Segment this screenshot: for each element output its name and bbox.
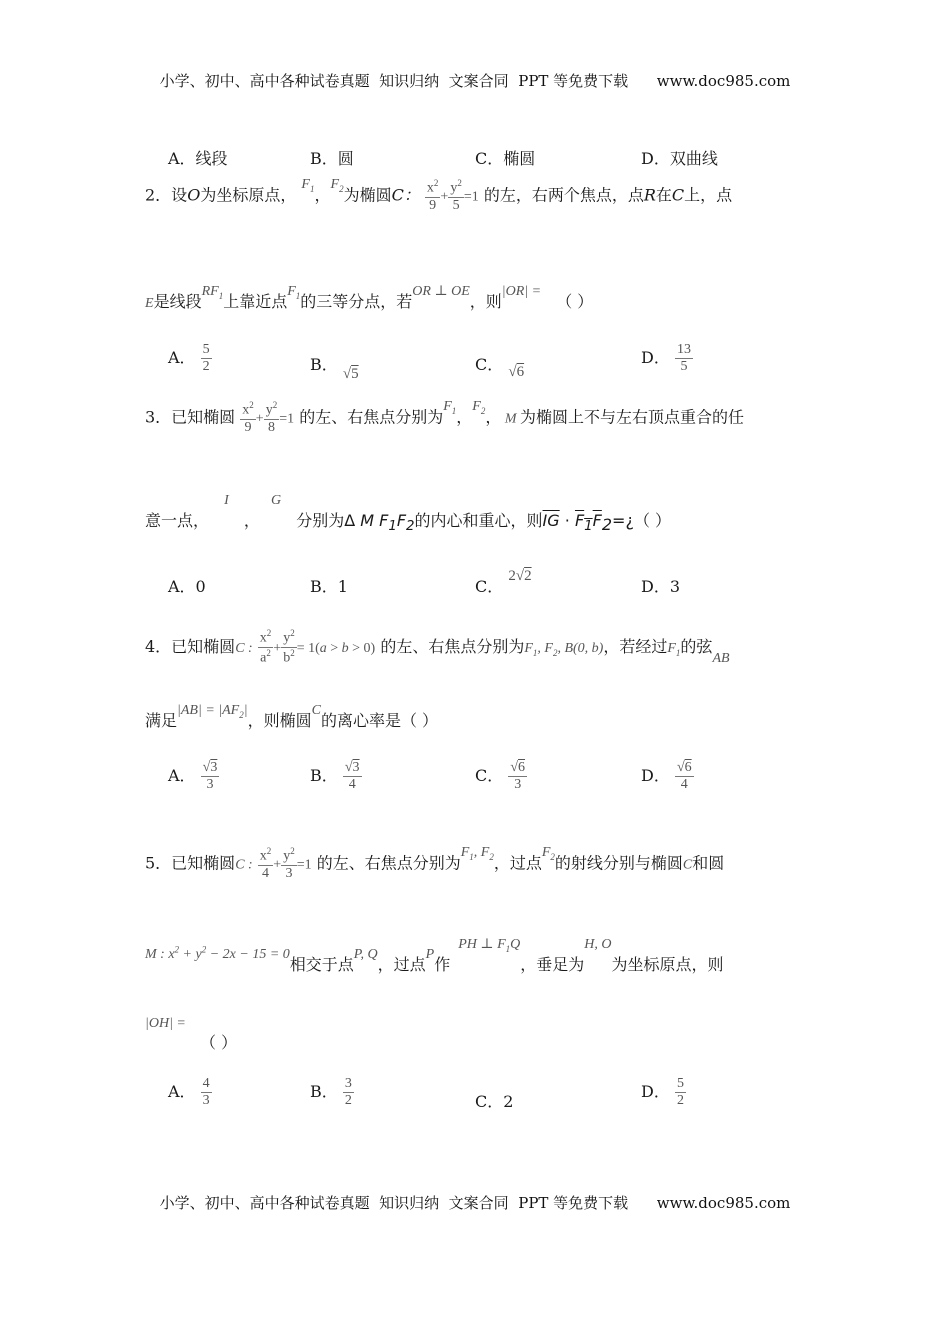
question-4-line-2: 满足$|AB| = |AF_2|$，则椭圆C的离心率是（ ） bbox=[145, 703, 439, 730]
q3-option-b: B．1 bbox=[310, 577, 348, 596]
question-2-line-2: E是线段$RF_1$上靠近点$F_1$的三等分点，若OR ⊥ OE，则|OR| = （ ） bbox=[145, 284, 594, 311]
q3-option-a: A．0 bbox=[168, 577, 206, 596]
q5-option-c: C．2 bbox=[475, 1092, 514, 1111]
question-2-line-1: 2．设O为坐标原点， $F_1$，$F_2$为椭圆C： $\frac{x^2}{9}$ + $\frac{y^2}{5}$ =1 的左，右两个焦点，点R在C上，点 bbox=[145, 177, 733, 213]
q4-option-b: B． $\frac{√3}{4}$ bbox=[310, 760, 360, 793]
q5-option-a: A． $\frac{4}{3}$ bbox=[168, 1076, 210, 1109]
ellipse-eq-2-x: $\frac{x^2}{9}$ bbox=[426, 178, 439, 213]
question-3-line-2: 意一点， I ， G 分别为Δ M $F_1F_2$的内心和重心，则$\overline{IG}$ · $F_1F_2=¿$（ ） bbox=[145, 493, 672, 535]
q2-option-a: A． $\frac{5}{2}$ bbox=[168, 342, 210, 375]
q4-option-a: A． $\frac{√3}{3}$ bbox=[168, 760, 218, 793]
q1-option-c: C．椭圆 bbox=[475, 149, 536, 168]
page-footer: 小学、初中、高中各种试卷真题 知识归纳 文案合同 PPT 等免费下载 www.doc985.com bbox=[159, 1194, 791, 1212]
q2-option-c: C． √6 bbox=[475, 355, 525, 380]
question-3-line-1: 3．已知椭圆 $\frac{x^2}{9}$ + $\frac{y^2}{8}$ =1 的左、右焦点分别为$F_1$，$F_2$， M 为椭圆上不与左右顶点重合的任 bbox=[145, 399, 745, 435]
question-5-line-2: M : $x^2 + y^2 - 2x - 15 = 0$相交于点P, Q，过点P作PH ⊥ $F_1Q$，垂足为H, O为坐标原点，则 bbox=[145, 937, 724, 974]
q3-option-d: D．3 bbox=[641, 577, 681, 596]
q5-option-d: D． $\frac{5}{2}$ bbox=[641, 1076, 684, 1109]
q4-option-c: C． $\frac{√6}{3}$ bbox=[475, 760, 526, 793]
question-5-line-3: |OH| = bbox=[145, 1016, 186, 1031]
q3-option-c: C． 2√2 bbox=[475, 568, 532, 596]
question-4-line-1: 4．已知椭圆C : $\frac{x^2}{a^2}$ + $\frac{y^2}{b^2}$ = 1(a > b > 0) 的左、右焦点分别为$F_1$, $F_2$, B(0, b)，若经过$F_1$的弦AB bbox=[145, 628, 730, 666]
q4-option-d: D． $\frac{√6}{4}$ bbox=[641, 760, 692, 793]
question-5-paren: （ ） bbox=[200, 1033, 238, 1052]
q1-option-a: A．线段 bbox=[168, 149, 228, 168]
q2-option-b: B． √5 bbox=[310, 355, 359, 382]
q1-option-b: B．圆 bbox=[310, 149, 354, 168]
q1-option-d: D．双曲线 bbox=[641, 149, 718, 168]
ellipse-eq-2-y: $\frac{y^2}{5}$ bbox=[450, 178, 462, 213]
page-header: 小学、初中、高中各种试卷真题 知识归纳 文案合同 PPT 等免费下载 www.doc985.com bbox=[159, 72, 791, 90]
q2-option-d: D． $\frac{13}{5}$ bbox=[641, 342, 691, 375]
q5-option-b: B． $\frac{3}{2}$ bbox=[310, 1076, 352, 1109]
question-5-line-1: 5．已知椭圆C : $\frac{x^2}{4}$ + $\frac{y^2}{3}$ =1 的左、右焦点分别为$F_1$, $F_2$，过点$F_2$的射线分别与椭圆C和圆 bbox=[145, 845, 725, 881]
